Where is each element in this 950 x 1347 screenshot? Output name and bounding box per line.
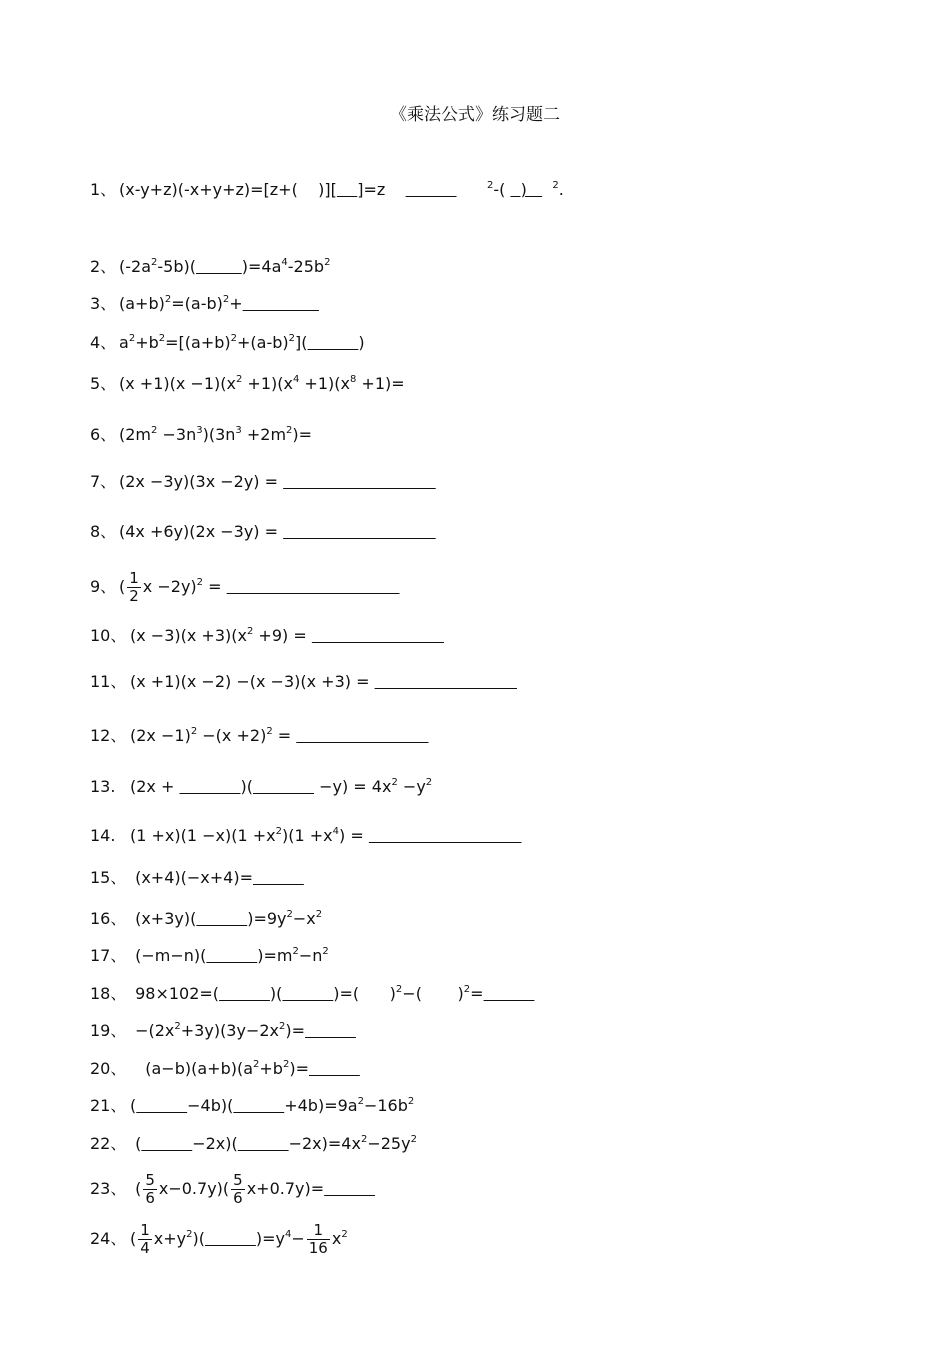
problem-expression: $(a+b)^2=(a-b)^2+$ <box>119 294 243 313</box>
problem-20 <box>90 1055 360 1079</box>
problem-number: 22、 <box>90 1134 127 1153</box>
problem-number: 20、 <box>90 1059 127 1078</box>
problem-expression: (x +1)(x −2) −(x −3)(x +3) = <box>130 672 375 691</box>
problem-2 <box>90 253 330 277</box>
problem-number: 7、 <box>90 472 117 491</box>
problem-number: 3、 <box>90 294 117 313</box>
problem-number: 14. <box>90 826 116 845</box>
problem-expression: (x-y+z)(-x+y+z)=[z+( )][ ]=z $^2$-( ) $^2$. <box>119 180 564 199</box>
problem-19 <box>90 1017 356 1041</box>
problem-expression: $(2x -1)^2 -(x +2)^2$ = <box>130 726 297 745</box>
problem-expression: $(x +1)(x -1)(x^2 +1)(x^4 +1)(x^8 +1)=$ <box>119 374 405 393</box>
problem-number: 18、 <box>90 984 127 1003</box>
problem-expression: $(a-b)(a+b)(a^2+b^2)=$ <box>130 1059 309 1078</box>
problem-number: 17、 <box>90 946 127 965</box>
problem-expression: $(x -3)(x +3)(x^2 +9)$ = <box>130 626 312 645</box>
problem-14 <box>90 822 521 846</box>
problem-expression: $(1 +x)(1 -x)(1 +x^2)(1 +x^4)$ = <box>130 826 369 845</box>
problem-9 <box>90 570 400 605</box>
problem-5 <box>90 370 405 394</box>
problem-24 <box>90 1222 348 1257</box>
problem-expression: ( $\frac{5}{6}$ x−0.7y)( $\frac{5}{6}$ x+0.7y)= <box>130 1171 325 1207</box>
problem-number: 19、 <box>90 1021 127 1040</box>
problem-3 <box>90 290 319 314</box>
problem-15 <box>90 868 304 888</box>
problem-expression: ( $\frac{1}{2}$ x −2y)$^2$ = <box>119 569 227 605</box>
problem-number: 4、 <box>90 333 117 352</box>
problem-number: 2、 <box>90 257 117 276</box>
problem-number: 1、 <box>90 180 117 199</box>
problem-number: 9、 <box>90 577 117 596</box>
problem-number: 24、 <box>90 1229 127 1248</box>
problem-number: 21、 <box>90 1096 127 1115</box>
problem-number: 10、 <box>90 626 127 645</box>
problem-number: 5、 <box>90 374 117 393</box>
problem-number: 8、 <box>90 522 117 541</box>
problem-number: 16、 <box>90 909 127 928</box>
problem-6 <box>90 421 312 445</box>
problem-expression: $(2m^2 -3n^3)(3n^3 +2m^2)=$ <box>119 425 313 444</box>
problem-expression: (2x + )( $-y) = 4x^2 -y^2$ <box>130 777 433 796</box>
problem-expression: (−m−n)( )$=m^2-n^2$ <box>130 946 329 965</box>
page-title: 《乘法公式》练习题二 <box>390 105 560 125</box>
problem-number: 11、 <box>90 672 127 691</box>
problem-18 <box>90 980 534 1004</box>
problem-expression: (4x +6y)(2x −3y) = <box>119 522 284 541</box>
problem-11 <box>90 672 517 692</box>
problem-4 <box>90 329 365 353</box>
problem-expression: ( −2x)( $-2x)=4x^2-25y^2$ <box>130 1134 417 1153</box>
problem-expression: $(-2a^2-5b)$( )$=4a^4-25b^2$ <box>119 257 331 276</box>
problem-1 <box>90 176 564 200</box>
problem-number: 13. <box>90 777 116 796</box>
problem-12 <box>90 722 429 746</box>
problem-expression: (x+3y)( )$=9y^2-x^2$ <box>130 909 323 928</box>
problem-expression: ( $\frac{1}{4}$ $x+y^2$)( )$=y^4-$ $\frac{1}{16}$ $x^2$ <box>130 1221 348 1257</box>
problem-number: 6、 <box>90 425 117 444</box>
problem-expression: (2x −3y)(3x −2y) = <box>119 472 284 491</box>
problem-10 <box>90 622 444 646</box>
problem-23 <box>90 1172 375 1207</box>
problem-number: 15、 <box>90 868 127 887</box>
problem-number: 12、 <box>90 726 127 745</box>
problem-7 <box>90 472 436 492</box>
problem-21 <box>90 1092 414 1116</box>
problem-number: 23、 <box>90 1179 127 1198</box>
problem-16 <box>90 905 322 929</box>
problem-expression: 98×102=( )( )=( )$^2$−( )$^2$= <box>130 984 484 1003</box>
problem-expression: ( −4b)( $+4b)=9a^2-16b^2$ <box>130 1096 415 1115</box>
problem-8 <box>90 522 436 542</box>
problem-expression: (x+4)(−x+4)= <box>130 868 253 887</box>
problem-22 <box>90 1130 417 1154</box>
problem-expression: $-(2x^2+3y)(3y-2x^2)=$ <box>130 1021 306 1040</box>
problem-17 <box>90 942 329 966</box>
problem-13 <box>90 773 432 797</box>
problem-expression: $a^2+b^2=[(a+b)^2+(a-b)^2]$( ) <box>119 333 365 352</box>
